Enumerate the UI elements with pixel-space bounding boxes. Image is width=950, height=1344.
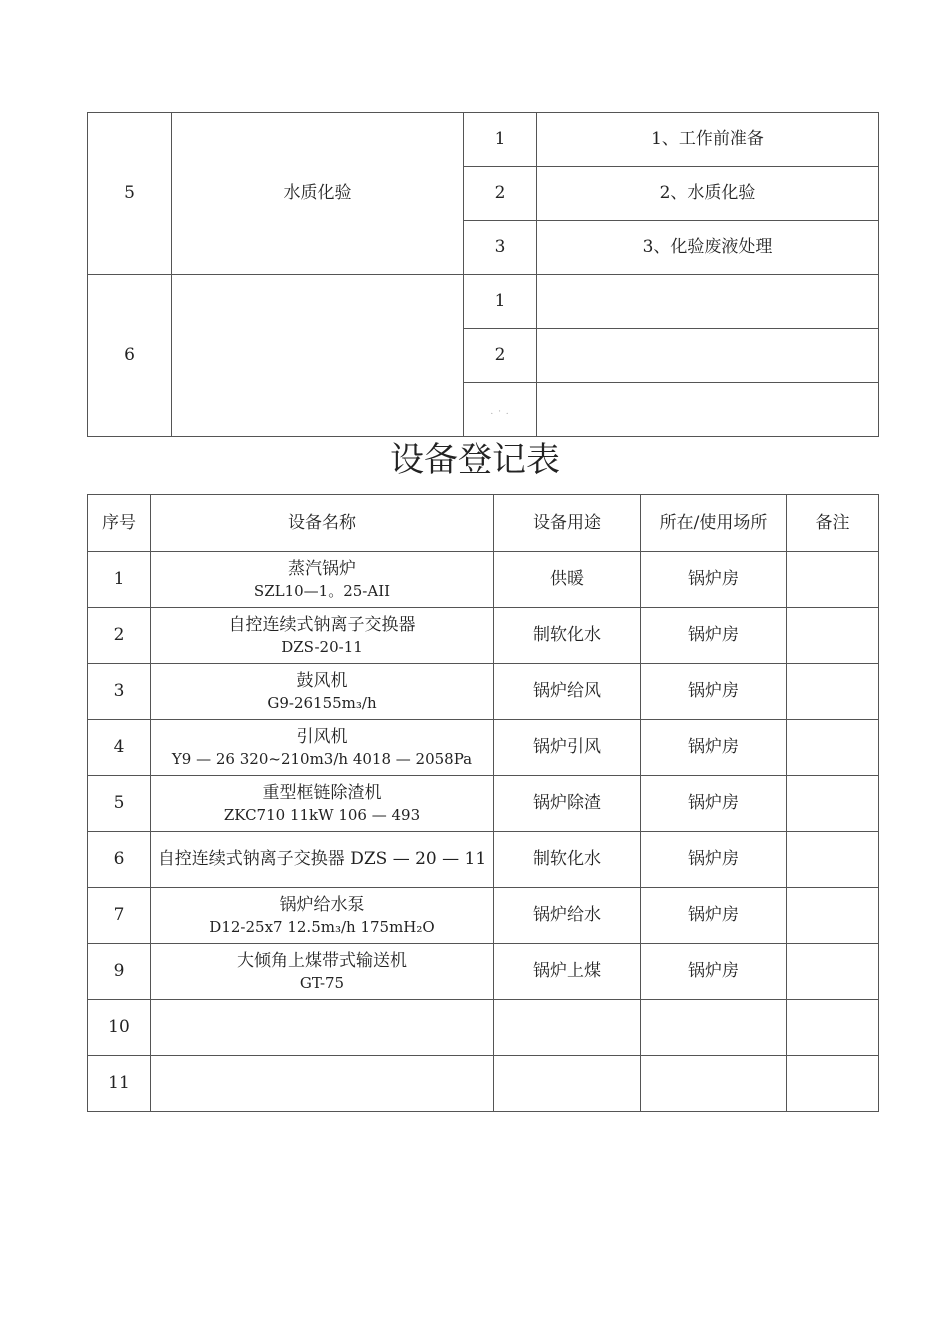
equipment-name: 鼓风机 <box>296 670 348 691</box>
row-place: 锅炉房 <box>641 608 787 664</box>
row-no: 11 <box>88 1056 151 1112</box>
table-row <box>88 776 879 832</box>
task-group-name: 水质化验 <box>172 113 464 275</box>
row-place <box>641 1000 787 1056</box>
header-no: 序号 <box>88 495 151 552</box>
row-note <box>787 552 879 608</box>
equipment-model: GT-75 <box>299 973 345 992</box>
equipment-name: 蒸汽锅炉 <box>288 558 356 579</box>
row-place: 锅炉房 <box>641 944 787 1000</box>
row-equipment <box>151 776 494 832</box>
row-no: 3 <box>88 664 151 720</box>
table-row <box>88 608 879 664</box>
table-row <box>88 1056 879 1112</box>
row-equipment <box>151 1056 494 1112</box>
equipment-model: ZKC710 11kW 106 — 493 <box>223 805 421 824</box>
row-note <box>787 720 879 776</box>
row-equipment <box>151 664 494 720</box>
equipment-model: D12-25x7 12.5m₃/h 175mH₂O <box>209 917 435 936</box>
register-title: 设备登记表 <box>390 440 560 480</box>
equipment-model: SZL10—1。25-AII <box>253 581 391 600</box>
row-use: 锅炉上煤 <box>494 944 641 1000</box>
row-use <box>494 1000 641 1056</box>
table-row <box>88 832 879 888</box>
equipment-name: 引风机 <box>296 726 348 747</box>
row-equipment <box>151 608 494 664</box>
row-note <box>787 1000 879 1056</box>
task-step-index: 1 <box>464 275 537 329</box>
equipment-model: G9-26155m₃/h <box>267 693 377 712</box>
task-step-text: 1、工作前准备 <box>537 113 879 167</box>
task-step-index: 2 <box>464 329 537 383</box>
task-step-faint-index: . · . <box>490 407 510 418</box>
row-place: 锅炉房 <box>641 832 787 888</box>
task-step-index: 3 <box>464 221 537 275</box>
row-equipment <box>151 1000 494 1056</box>
row-place <box>641 1056 787 1112</box>
equipment-name: 自控连续式钠离子交换器 DZS — 20 — 11 <box>157 849 487 870</box>
table-row <box>88 664 879 720</box>
row-no: 4 <box>88 720 151 776</box>
row-use: 制软化水 <box>494 608 641 664</box>
row-equipment <box>151 888 494 944</box>
header-use: 设备用途 <box>494 495 641 552</box>
task-step-text: 3、化验废液处理 <box>537 221 879 275</box>
equipment-name: 自控连续式钠离子交换器 <box>228 614 416 635</box>
task-table <box>87 112 879 437</box>
row-no: 6 <box>88 832 151 888</box>
task-group-no: 5 <box>88 113 172 275</box>
row-use: 锅炉给水 <box>494 888 641 944</box>
row-place: 锅炉房 <box>641 664 787 720</box>
table-row <box>88 888 879 944</box>
table-row <box>88 944 879 1000</box>
row-use: 锅炉给风 <box>494 664 641 720</box>
row-use: 供暖 <box>494 552 641 608</box>
row-note <box>787 888 879 944</box>
row-use: 锅炉除渣 <box>494 776 641 832</box>
row-place: 锅炉房 <box>641 552 787 608</box>
row-place: 锅炉房 <box>641 888 787 944</box>
row-no: 7 <box>88 888 151 944</box>
task-step-text <box>537 383 879 437</box>
row-place: 锅炉房 <box>641 720 787 776</box>
register-table <box>87 494 879 1112</box>
task-step-text <box>537 275 879 329</box>
table-row <box>88 1000 879 1056</box>
header-note: 备注 <box>787 495 879 552</box>
row-equipment <box>151 552 494 608</box>
equipment-model: Y9 — 26 320~210m3/h 4018 — 2058Pa <box>171 749 473 768</box>
equipment-model: DZS-20-11 <box>281 637 363 656</box>
row-equipment <box>151 720 494 776</box>
equipment-name: 重型框链除渣机 <box>262 782 382 803</box>
task-step-index: 1 <box>464 113 537 167</box>
row-equipment <box>151 944 494 1000</box>
task-step-text <box>537 329 879 383</box>
header-name: 设备名称 <box>151 495 494 552</box>
row-equipment <box>151 832 494 888</box>
equipment-name: 锅炉给水泵 <box>279 894 365 915</box>
row-no: 9 <box>88 944 151 1000</box>
task-step-text: 2、水质化验 <box>537 167 879 221</box>
row-no: 2 <box>88 608 151 664</box>
row-no: 1 <box>88 552 151 608</box>
task-row <box>88 275 879 329</box>
register-header-row <box>88 495 879 552</box>
task-step-index: 2 <box>464 167 537 221</box>
header-place: 所在/使用场所 <box>641 495 787 552</box>
task-row <box>88 113 879 167</box>
row-note <box>787 608 879 664</box>
row-use: 锅炉引风 <box>494 720 641 776</box>
row-place: 锅炉房 <box>641 776 787 832</box>
row-use <box>494 1056 641 1112</box>
row-note <box>787 664 879 720</box>
task-step-index <box>464 383 537 437</box>
row-use: 制软化水 <box>494 832 641 888</box>
table-row <box>88 720 879 776</box>
task-group-no: 6 <box>88 275 172 437</box>
register-body <box>88 552 879 1112</box>
equipment-name: 大倾角上煤带式输送机 <box>237 950 407 971</box>
row-no: 5 <box>88 776 151 832</box>
row-note <box>787 944 879 1000</box>
row-note <box>787 1056 879 1112</box>
task-group-name <box>172 275 464 437</box>
row-no: 10 <box>88 1000 151 1056</box>
table-row <box>88 552 879 608</box>
row-note <box>787 776 879 832</box>
row-note <box>787 832 879 888</box>
